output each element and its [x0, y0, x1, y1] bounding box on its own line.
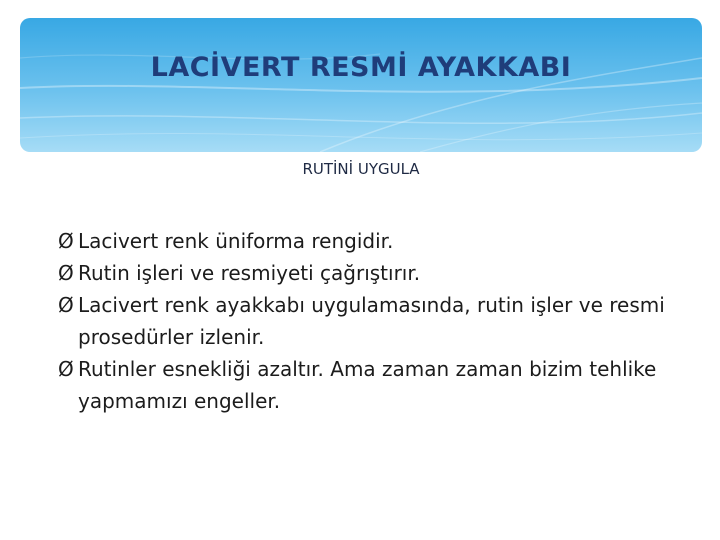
slide-title: LACİVERT RESMİ AYAKKABI	[150, 52, 572, 83]
arrowhead-bullet-icon: Ø	[58, 357, 74, 381]
bullet-item	[58, 289, 678, 353]
header-band	[20, 18, 702, 152]
bullet-text: Rutin işleri ve resmiyeti çağrıştırır.	[78, 261, 421, 285]
bullet-text: Lacivert renk üniforma rengidir.	[78, 229, 394, 253]
bullet-item	[58, 225, 678, 257]
bullet-list	[58, 225, 678, 417]
header-swoosh-decoration	[20, 18, 702, 152]
bullet-text: Lacivert renk ayakkabı uygulamasında, rutin işler ve resmi prosedürler izlenir.	[78, 293, 665, 349]
arrowhead-bullet-icon: Ø	[58, 293, 74, 317]
arrowhead-bullet-icon: Ø	[58, 261, 74, 285]
bullet-item	[58, 257, 678, 289]
bullet-item	[58, 353, 678, 417]
slide-subtitle: RUTİNİ UYGULA	[302, 160, 420, 178]
bullet-text: Rutinler esnekliği azaltır. Ama zaman zaman bizim tehlike yapmamızı engeller.	[78, 357, 657, 413]
arrowhead-bullet-icon: Ø	[58, 229, 74, 253]
